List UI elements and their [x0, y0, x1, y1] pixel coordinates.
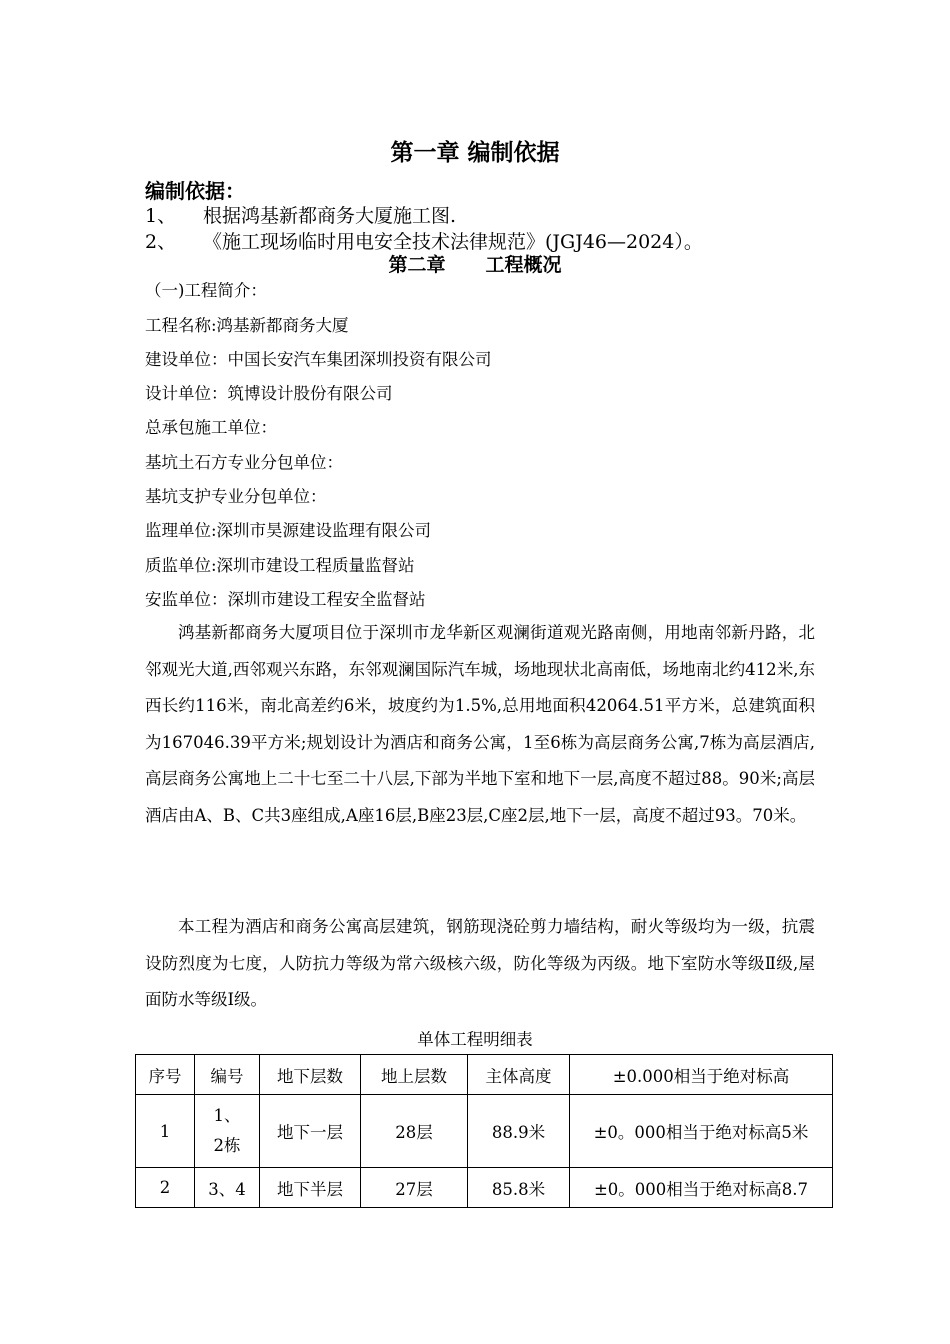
basis-item-text: 根据鸿基新都商务大厦施工图. [203, 205, 457, 227]
basis-heading: 编制依据： [145, 179, 245, 203]
basis-item-number: 1、 [145, 205, 177, 227]
table-row [136, 1168, 833, 1208]
table-cell-text: 1、2栋 [213, 1106, 241, 1155]
table-cell: 27层 [361, 1168, 468, 1208]
chapter2-number: 第二章 [388, 254, 446, 276]
table-cell: 地下一层 [260, 1095, 361, 1168]
table-cell: ±0。000相当于绝对标高8.7 [570, 1168, 833, 1208]
info-line: 建设单位：中国长安汽车集团深圳投资有限公司 [145, 350, 492, 369]
table-cell: 1 [136, 1095, 195, 1168]
table-cell: 3、4 [195, 1168, 260, 1208]
header-cell: 编号 [195, 1055, 260, 1095]
header-cell: 地上层数 [361, 1055, 468, 1095]
info-line: 总承包施工单位： [145, 418, 277, 437]
table-cell [195, 1095, 260, 1168]
table-header-row [136, 1055, 833, 1095]
basis-item-1 [145, 201, 456, 228]
chapter2-title [0, 250, 950, 277]
info-line: 设计单位：筑博设计股份有限公司 [145, 384, 393, 403]
table-cell: 28层 [361, 1095, 468, 1168]
info-line: 安监单位：深圳市建设工程安全监督站 [145, 590, 426, 609]
table-cell: 地下半层 [260, 1168, 361, 1208]
table-row [136, 1095, 833, 1168]
table-cell: ±0。000相当于绝对标高5米 [570, 1095, 833, 1168]
basis-item-text: 《施工现场临时用电安全技术法律规范》(JGJ46—2024）。 [203, 231, 703, 253]
header-cell: 地下层数 [260, 1055, 361, 1095]
table-cell: 2 [136, 1168, 195, 1208]
table-cell: 88.9米 [468, 1095, 570, 1168]
header-cell: 主体高度 [468, 1055, 570, 1095]
info-line: 基坑土石方专业分包单位： [145, 453, 343, 472]
table-cell: 85.8米 [468, 1168, 570, 1208]
info-line: 质监单位:深圳市建设工程质量监督站 [145, 556, 415, 575]
chapter1-title: 第一章 编制依据 [390, 140, 560, 166]
info-line: 监理单位:深圳市昊源建设监理有限公司 [145, 521, 432, 540]
header-cell: 序号 [136, 1055, 195, 1095]
building-detail-table [135, 1054, 833, 1208]
overview-paragraph: 本工程为酒店和商务公寓高层建筑，钢筋现浇砼剪力墙结构，耐火等级均为一级，抗震设防烈度为七度，人防抗力等级为常六级核六级，防化等级为丙级。地下室防水等级Ⅱ级,屋面防水等级Ⅰ级。 [145, 917, 815, 1010]
table-caption: 单体工程明细表 [417, 1030, 533, 1049]
header-cell: ±0.000相当于绝对标高 [570, 1055, 833, 1095]
chapter2-name: 工程概况 [485, 254, 562, 276]
info-line: 基坑支护专业分包单位： [145, 487, 327, 506]
section-heading: （一)工程简介： [145, 281, 267, 300]
info-line: 工程名称:鸿基新都商务大厦 [145, 316, 349, 335]
basis-item-number: 2、 [145, 231, 177, 253]
overview-paragraph: 鸿基新都商务大厦项目位于深圳市龙华新区观澜街道观光路南侧，用地南邻新丹路，北邻观光大道,西邻观兴东路，东邻观澜国际汽车城，场地现状北高南低，场地南北约412米,东西长约116米，南北高差约6米，坡度约为1.5%,总用地面积42064.51平方米，总建筑面积为167046.39平方米;规划设计为酒店和商务公寓，1至6栋为高层商务公寓,7栋为高层酒店,高层商务公寓地上二十七至二十八层,下部为半地下室和地下一层,高度不超过88。90米;高层酒店由A、B、C共3座组成,A座16层,B座23层,C座2层,地下一层，高度不超过93。70米。 [145, 623, 815, 825]
